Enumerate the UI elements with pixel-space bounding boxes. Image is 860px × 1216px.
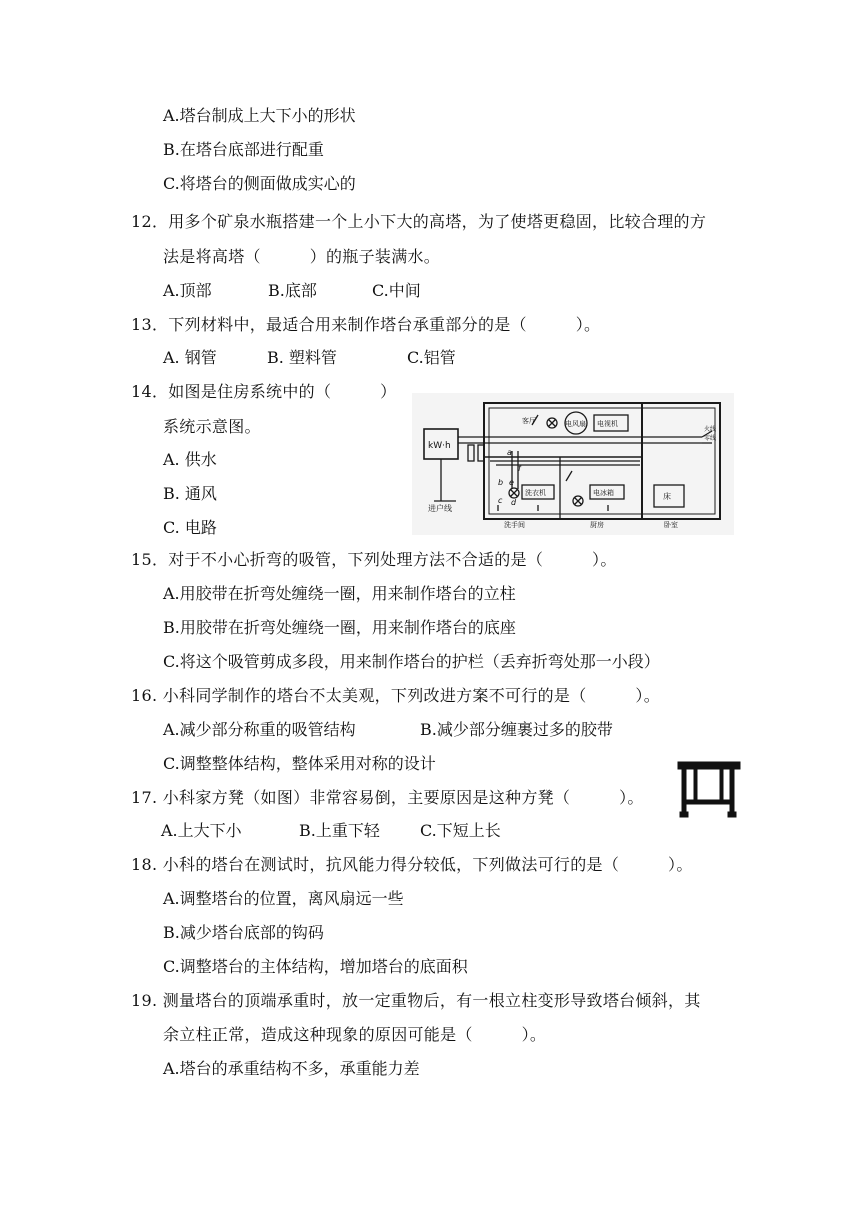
house-circuit-diagram [412,393,734,535]
live-wire-label: 火线 [704,426,717,433]
letter-a: a [507,448,512,457]
q19-option-a: A.塔台的承重结构不多，承重能力差 [163,1059,420,1078]
letter-b: b [498,478,504,487]
q11-option-a: A.塔台制成上大下小的形状 [163,106,356,125]
fan-label: 电风扇 [565,420,586,428]
bed-label: 床 [663,492,671,501]
letter-e: e [509,478,514,487]
q16-option-c: C.调整整体结构，整体采用对称的设计 [163,754,436,773]
q18-option-c: C.调整塔台的主体结构，增加塔台的底面积 [163,957,468,976]
q16-option-a: A.减少部分称重的吸管结构 [163,720,356,739]
q11-option-b: B.在塔台底部进行配重 [163,140,324,159]
q15-option-b: B.用胶带在折弯处缠绕一圈，用来制作塔台的底座 [163,618,516,637]
q19-text-line2: 余立柱正常，造成这种现象的原因可能是（ ）。 [163,1025,547,1044]
q14-text-line1: 14．如图是住房系统中的（ ） [131,382,397,401]
washer-label: 洗衣机 [525,489,546,497]
q11-option-c: C.将塔台的侧面做成实心的 [163,174,356,193]
q15-option-c: C.将这个吸管剪成多段，用来制作塔台的护栏（丢弃折弯处那一小段） [163,652,660,671]
tv-label: 电视机 [597,420,618,428]
q16-option-b: B.减少部分缠裹过多的胶带 [420,720,613,739]
letter-d: d [511,498,517,507]
q13-text: 13．下列材料中，最适合用来制作塔台承重部分的是（ ）。 [131,315,601,334]
q14-text-line2: 系统示意图。 [163,417,261,436]
q12-text-line2: 法是将高塔（ ）的瓶子装满水。 [163,247,441,266]
kitchen-label: 厨房 [590,521,604,529]
q14-option-b: B. 通风 [163,484,217,503]
bedroom-label: 卧室 [664,521,678,529]
q15-option-a: A.用胶带在折弯处缠绕一圈，用来制作塔台的立柱 [163,584,516,603]
q14-option-c: C. 电路 [163,518,217,537]
q12-option-c: C.中间 [372,281,421,300]
q17-option-a: A.上大下小 [161,821,242,840]
letter-f: f [518,464,521,473]
q13-option-c: C.铝管 [407,348,456,367]
q12-option-a: A.顶部 [163,281,212,300]
q18-option-a: A.调整塔台的位置，离风扇远一些 [163,889,404,908]
meter-label: kW·h [428,441,451,451]
q12-option-b: B.底部 [268,281,317,300]
living-room-label: 客厅 [522,417,536,425]
neutral-wire-label: 零线 [704,435,717,442]
q14-option-a: A. 供水 [163,450,217,469]
fridge-label: 电冰箱 [593,489,614,497]
q19-text-line1: 19. 测量塔台的顶端承重时，放一定重物后，有一根立柱变形导致塔台倾斜，其 [131,991,701,1010]
q18-text: 18. 小科的塔台在测试时，抗风能力得分较低，下列做法可行的是（ ）。 [131,855,693,874]
inlet-label: 进户线 [428,504,452,513]
q15-text: 15．对于不小心折弯的吸管，下列处理方法不合适的是（ ）。 [131,550,617,569]
q13-option-b: B. 塑料管 [267,348,337,367]
stool-figure [676,760,742,820]
q17-option-b: B.上重下轻 [299,821,380,840]
q17-option-c: C.下短上长 [420,821,501,840]
letter-c: c [498,496,503,505]
q13-option-a: A. 钢管 [163,348,217,367]
washroom-label: 洗手间 [504,521,525,529]
q18-option-b: B.减少塔台底部的钩码 [163,923,324,942]
q17-text: 17. 小科家方凳（如图）非常容易倒，主要原因是这种方凳（ ）。 [131,788,644,807]
q12-text-line1: 12．用多个矿泉水瓶搭建一个上小下大的高塔，为了使塔更稳固，比较合理的方 [131,212,707,231]
q16-text: 16. 小科同学制作的塔台不太美观，下列改进方案不可行的是（ ）。 [131,686,661,705]
